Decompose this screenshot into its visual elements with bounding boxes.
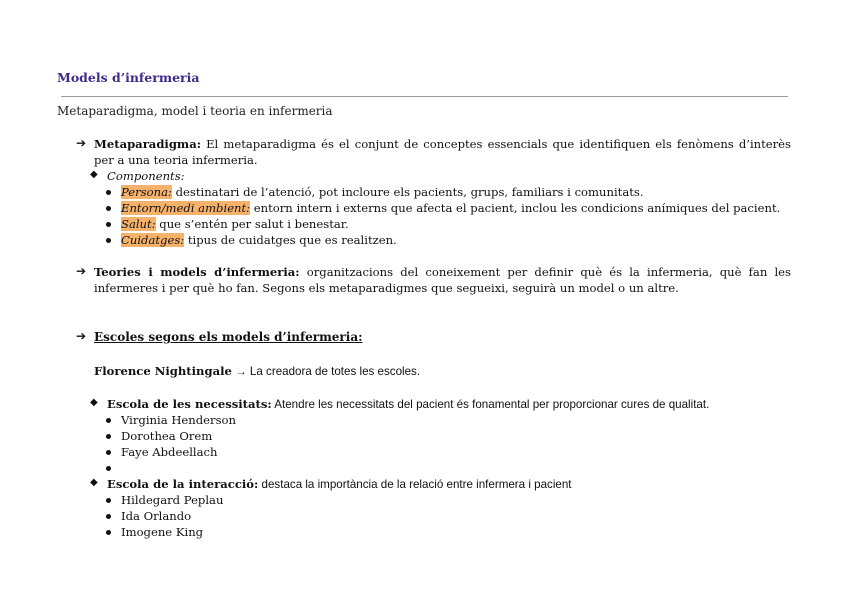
- list-item-text: tipus de cuidatges que es realitzen.: [184, 233, 397, 247]
- dot-bullet-icon: [106, 190, 111, 195]
- diamond-bullet-icon: ◆: [90, 477, 98, 488]
- dot-bullet-icon: [106, 450, 111, 455]
- interaccio-line: [107, 476, 572, 493]
- list-item: [121, 232, 397, 248]
- necessitats-text: Atendre les necessitats del pacient és fonamental per proporcionar cures de qualitat.: [271, 398, 710, 411]
- list-item: [121, 200, 780, 216]
- dot-bullet-icon: [106, 498, 111, 503]
- interaccio-text: destaca la importància de la relació entre infermera i pacient: [258, 478, 572, 491]
- dot-bullet-icon: [106, 238, 111, 243]
- page-title: Models d’infermeria: [57, 70, 200, 85]
- arrow-bullet-icon: ➔: [76, 264, 87, 278]
- dot-bullet-icon: [106, 514, 111, 519]
- dot-bullet-icon: [106, 222, 111, 227]
- interaccio-label: Escola de la interacció:: [107, 477, 259, 491]
- list-item: Dorothea Orem: [121, 429, 213, 443]
- arrow-bullet-icon: ➔: [76, 329, 87, 343]
- teories-label: Teories i models d’infermeria:: [94, 265, 300, 279]
- dot-bullet-icon: [106, 530, 111, 535]
- list-item: [121, 216, 349, 232]
- metaparadigma-text: El metaparadigma és el conjunt de conceptes essencials que identifiquen els fenòmens d’interès per a una teoria infermeria.: [94, 137, 791, 167]
- list-item-text: destinatari de l’atenció, pot incloure els pacients, grups, familiars i comunitats.: [171, 185, 644, 199]
- highlighted-term: Entorn/medi ambient:: [121, 201, 251, 215]
- florence-line: [94, 363, 420, 380]
- escoles-heading: Escoles segons els models d’infermeria:: [94, 330, 363, 344]
- title-divider: [61, 96, 788, 97]
- arrow-bullet-icon: ➔: [76, 136, 87, 150]
- diamond-bullet-icon: ◆: [90, 169, 98, 180]
- list-item: Imogene King: [121, 525, 204, 539]
- list-item: Hildegard Peplau: [121, 493, 224, 507]
- necessitats-label: Escola de les necessitats:: [107, 397, 272, 411]
- dot-bullet-icon: [106, 206, 111, 211]
- metaparadigma-paragraph: [94, 136, 791, 168]
- teories-paragraph: [94, 264, 791, 296]
- dot-bullet-icon: [106, 466, 111, 471]
- florence-text: → La creadora de totes les escoles.: [231, 365, 421, 378]
- florence-name: Florence Nightingale: [94, 364, 232, 378]
- list-item: Faye Abdeellach: [121, 445, 218, 459]
- teories-text: organitzacions del coneixement per definir què és la infermeria, què fan les infermeres i per què ho fan. Segons els metaparadigmes que segueixi, seguirà un model o un altre.: [94, 265, 791, 295]
- highlighted-term: Cuidatges:: [121, 233, 185, 247]
- dot-bullet-icon: [106, 418, 111, 423]
- list-item: [121, 184, 644, 200]
- highlighted-term: Salut:: [121, 217, 156, 231]
- page-subtitle: Metaparadigma, model i teoria en infermeria: [57, 104, 333, 118]
- list-item: Ida Orlando: [121, 509, 192, 523]
- list-item: Virginia Henderson: [121, 413, 236, 427]
- necessitats-line: [107, 396, 709, 413]
- diamond-bullet-icon: ◆: [90, 397, 98, 408]
- list-item-text: que s’entén per salut i benestar.: [155, 217, 349, 231]
- dot-bullet-icon: [106, 434, 111, 439]
- metaparadigma-label: Metaparadigma:: [94, 137, 201, 151]
- components-label: Components:: [107, 169, 185, 183]
- highlighted-term: Persona:: [121, 185, 172, 199]
- list-item-text: entorn intern i externs que afecta el pacient, inclou les condicions anímiques del pacient.: [250, 201, 781, 215]
